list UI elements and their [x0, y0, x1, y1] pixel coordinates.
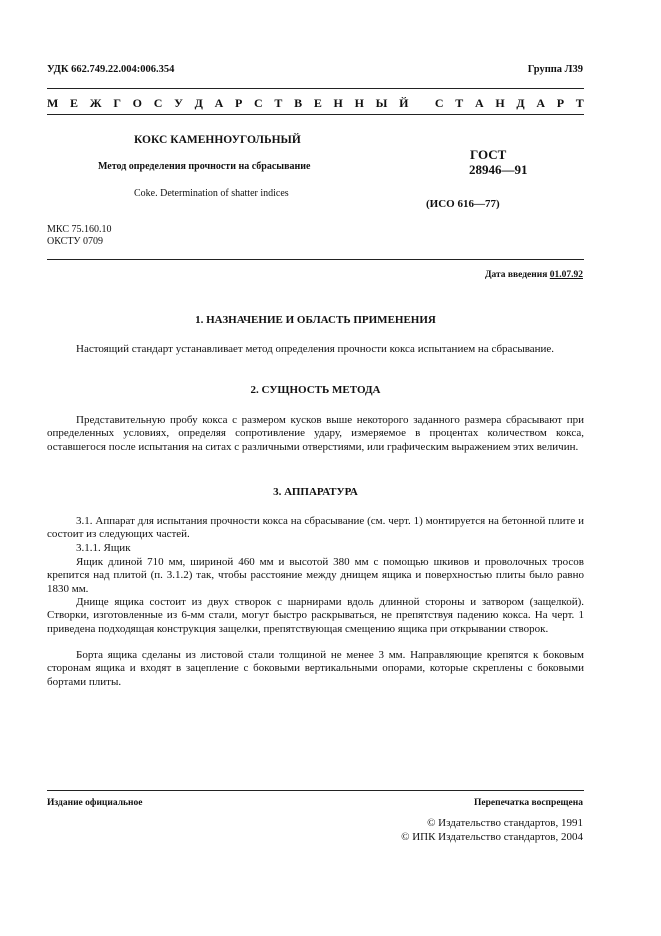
- paragraph-3-1: 3.1. Аппарат для испытания прочности кокса на сбрасывание (см. черт. 1) монтируется на бетонной плите и состоит из следующих частей.: [47, 515, 584, 541]
- official-edition: Издание официальное: [47, 798, 143, 808]
- iso-reference: (ИСО 616—77): [426, 198, 500, 210]
- english-title: Coke. Determination of shatter indices: [134, 188, 289, 199]
- banner-letter: А: [536, 96, 546, 110]
- group-code: Группа Л39: [527, 64, 583, 75]
- footer-rule: [47, 790, 584, 791]
- banner-letter: Д: [194, 96, 203, 110]
- section-3-heading: 3. АППАРАТУРА: [273, 486, 358, 498]
- copyright-2004: © ИПК Издательство стандартов, 2004: [401, 831, 583, 843]
- banner-letter: Р: [556, 96, 565, 110]
- banner-letter: Д: [516, 96, 525, 110]
- banner-letter: Ы: [375, 96, 388, 110]
- header-rule-top: [47, 88, 584, 89]
- copyright-1991: © Издательство стандартов, 1991: [427, 817, 583, 829]
- gost-designation: [470, 147, 528, 177]
- banner-letter: А: [474, 96, 484, 110]
- banner-letter: Г: [113, 96, 121, 110]
- udk-code: УДК 662.749.22.004:006.354: [47, 64, 175, 75]
- paragraph-3-1-1-c: Борта ящика сделаны из листовой стали толщиной не менее 3 мм. Направляющие крепятся к боковым сторонам ящика и входят в зацепление с боковыми вертикальными опорами, которые скреплены с боковыми бортами плиты.: [47, 649, 584, 688]
- banner-letter: С: [254, 96, 263, 110]
- reprint-notice: Перепечатка воспрещена: [473, 798, 583, 808]
- mks-code: МКС 75.160.10: [47, 224, 112, 235]
- introduction-date-label: Дата введения: [484, 270, 550, 280]
- banner-letter: Т: [575, 96, 584, 110]
- banner-letter: О: [132, 96, 143, 110]
- section-2-heading: 2. СУЩНОСТЬ МЕТОДА: [250, 384, 381, 396]
- document-title: КОКС КАМЕННОУГОЛЬНЫЙ: [134, 134, 301, 146]
- banner-letter: С: [153, 96, 163, 110]
- document-subtitle: Метод определения прочности на сбрасывание: [98, 161, 311, 172]
- paragraph-3-1-1-a: Ящик длиной 710 мм, шириной 460 мм и высотой 380 мм с помощью шкивов и проволочных тросов крепится над плитой (п. 3.1.2) так, чтобы расстояние между днищем ящика и поверхностью плиты было равно 1830 мм.: [47, 556, 584, 595]
- section-1-heading: 1. НАЗНАЧЕНИЕ И ОБЛАСТЬ ПРИМЕНЕНИЯ: [195, 314, 436, 326]
- paragraph-3-1-1-heading: 3.1.1. Ящик: [76, 542, 131, 554]
- paragraph-3-1-1-b: Днище ящика состоит из двух створок с шарнирами вдоль длинной стороны и затвором (защелкой). Створки, изготовленные из 6-мм стали, могут быстро раскрываться, не препятствуя падению кокса. На черт. 1 приведена подходящая конструкция защелки, препятствующая смещению ящика при открывании створок.: [47, 596, 584, 635]
- section-2-text: Представительную пробу кокса с размером кусков выше некоторого заданного размера сбрасывают при определенных условиях, определяя сопротивление удару, измеряемое в процентах количеством кокса, оставшегося после испытания на ситах с различными отверстиями, или графическим выражением этих величин.: [47, 414, 584, 453]
- banner-letter: С: [434, 96, 444, 110]
- banner-letter: [420, 96, 423, 111]
- section-1-text: Настоящий стандарт устанавливает метод определения прочности кокса испытанием на сбрасывание.: [76, 343, 555, 355]
- banner-letter: Е: [70, 96, 79, 110]
- banner-letter: В: [294, 96, 303, 110]
- gost-number: 28946—91: [469, 162, 528, 177]
- introduction-date-value: 01.07.92: [549, 270, 583, 280]
- standard-type-banner: [47, 96, 584, 111]
- header-rule-bottom: [47, 114, 584, 115]
- banner-letter: У: [174, 96, 183, 110]
- banner-letter: Н: [333, 96, 343, 110]
- codes-rule: [47, 259, 584, 260]
- okstu-code: ОКСТУ 0709: [47, 236, 104, 247]
- banner-letter: Т: [455, 96, 464, 110]
- banner-letter: Ж: [89, 96, 102, 110]
- banner-letter: Р: [234, 96, 243, 110]
- banner-letter: А: [214, 96, 224, 110]
- banner-letter: Й: [399, 96, 409, 110]
- classification-codes: [47, 224, 111, 248]
- banner-letter: Т: [274, 96, 283, 110]
- introduction-date: [485, 270, 583, 280]
- banner-letter: Е: [313, 96, 322, 110]
- gost-label: ГОСТ: [470, 147, 507, 162]
- banner-letter: М: [47, 96, 59, 110]
- banner-letter: Н: [354, 96, 364, 110]
- banner-letter: Н: [495, 96, 505, 110]
